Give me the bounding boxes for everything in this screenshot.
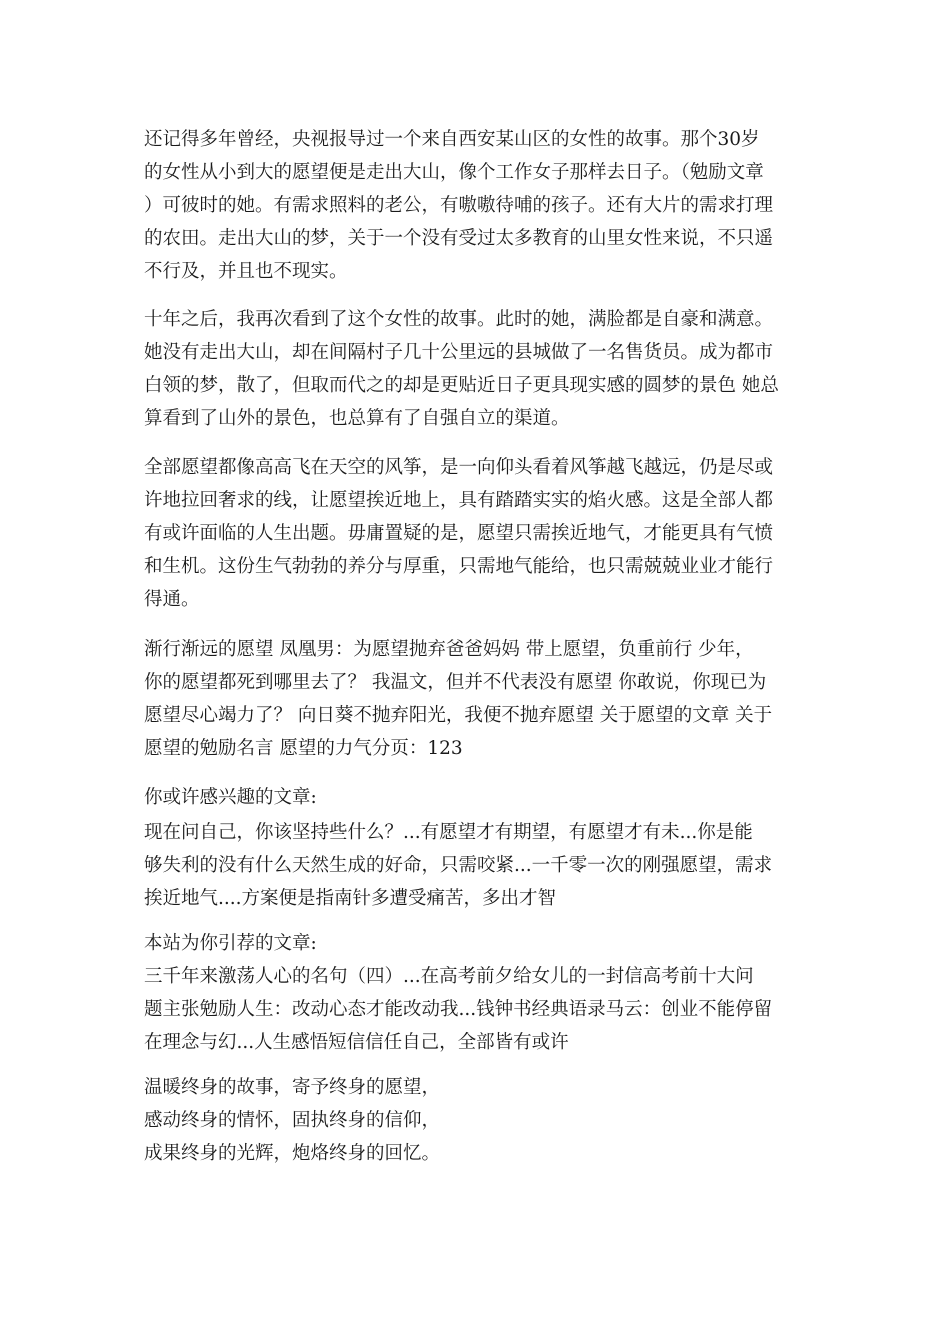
paragraph-2 <box>144 303 814 435</box>
recommend-heading <box>144 927 814 960</box>
closing-verse <box>144 1071 814 1170</box>
text-line: 现在问自己，你该坚持些什么？...有愿望才有期望，有愿望才有未...你是能 <box>144 822 753 843</box>
text-line: 愿望的勉励名言 愿望的力气分页：123 <box>144 738 463 759</box>
text-line: 许地拉回奢求的线，让愿望挨近地上，具有踏踏实实的焰火感。这是全部人都 <box>144 490 774 511</box>
text-line: 你的愿望都死到哪里去了？ 我温文，但并不代表没有愿望 你敢说，你现已为 <box>144 672 767 693</box>
text-line: 白领的梦，散了，但取而代之的却是更贴近日子更具现实感的圆梦的景色 她总 <box>144 375 779 396</box>
text-line: 够失利的没有什么天然生成的好命，只需咬紧...一千零一次的刚强愿望，需求 <box>144 855 773 876</box>
text-line: 和生机。这份生气勃勃的养分与厚重，只需地气能给，也只需兢兢业业才能行 <box>144 556 774 577</box>
text-line: 温暖终身的故事，寄予终身的愿望， <box>144 1077 441 1098</box>
text-line: 成果终身的光辉，炮烙终身的回忆。 <box>144 1143 441 1164</box>
text-line: 她没有走出大山，却在间隔村子几十公里远的县城做了一名售货员。成为都市 <box>144 342 774 363</box>
text-line: 在理念与幻...人生感悟短信信任自己，全部皆有或许 <box>144 1032 569 1053</box>
text-line: ）可彼时的她。有需求照料的老公，有嗷嗷待哺的孩子。还有大片的需求打理 <box>144 195 774 216</box>
paragraph-1 <box>144 123 814 288</box>
interest-heading <box>144 781 814 814</box>
section-label: 本站为你引荐的文章: <box>144 933 317 954</box>
text-line: 渐行渐远的愿望 凤凰男：为愿望抛弃爸爸妈妈 带上愿望，负重前行 少年， <box>144 639 754 660</box>
paragraph-3 <box>144 451 814 616</box>
interest-articles <box>144 816 814 915</box>
text-line: 还记得多年曾经，央视报导过一个来自西安某山区的女性的故事。那个30岁 <box>144 129 760 150</box>
text-line: 算看到了山外的景色，也总算有了自强自立的渠道。 <box>144 408 570 429</box>
text-line: 十年之后，我再次看到了这个女性的故事。此时的她，满脸都是自豪和满意。 <box>144 309 774 330</box>
text-line: 挨近地气....方案便是指南针多遭受痛苦，多出才智 <box>144 888 557 909</box>
text-line: 三千年来激荡人心的名句（四）...在高考前夕给女儿的一封信高考前十大问 <box>144 966 754 987</box>
text-line: 有或许面临的人生出题。毋庸置疑的是，愿望只需挨近地气，才能更具有气愤 <box>144 523 774 544</box>
text-line: 题主张勉励人生：改动心态才能改动我...钱钟书经典语录马云：创业不能停留 <box>144 999 773 1020</box>
text-line: 不行及，并且也不现实。 <box>144 261 348 282</box>
text-line: 全部愿望都像高高飞在天空的风筝，是一向仰头看着风筝越飞越远，仍是尽或 <box>144 457 774 478</box>
text-line: 的农田。走出大山的梦，关于一个没有受过太多教育的山里女性来说，不只遥 <box>144 228 774 249</box>
text-line: 的女性从小到大的愿望便是走出大山，像个工作女子那样去日子。（勉励文章 <box>144 162 764 183</box>
text-line: 愿望尽心竭力了？ 向日葵不抛弃阳光，我便不抛弃愿望 关于愿望的文章 关于 <box>144 705 773 726</box>
text-line: 得通。 <box>144 589 200 610</box>
recommend-articles <box>144 960 814 1059</box>
text-line: 感动终身的情怀，固执终身的信仰， <box>144 1110 441 1131</box>
section-label: 你或许感兴趣的文章: <box>144 787 317 808</box>
paragraph-4 <box>144 633 814 765</box>
